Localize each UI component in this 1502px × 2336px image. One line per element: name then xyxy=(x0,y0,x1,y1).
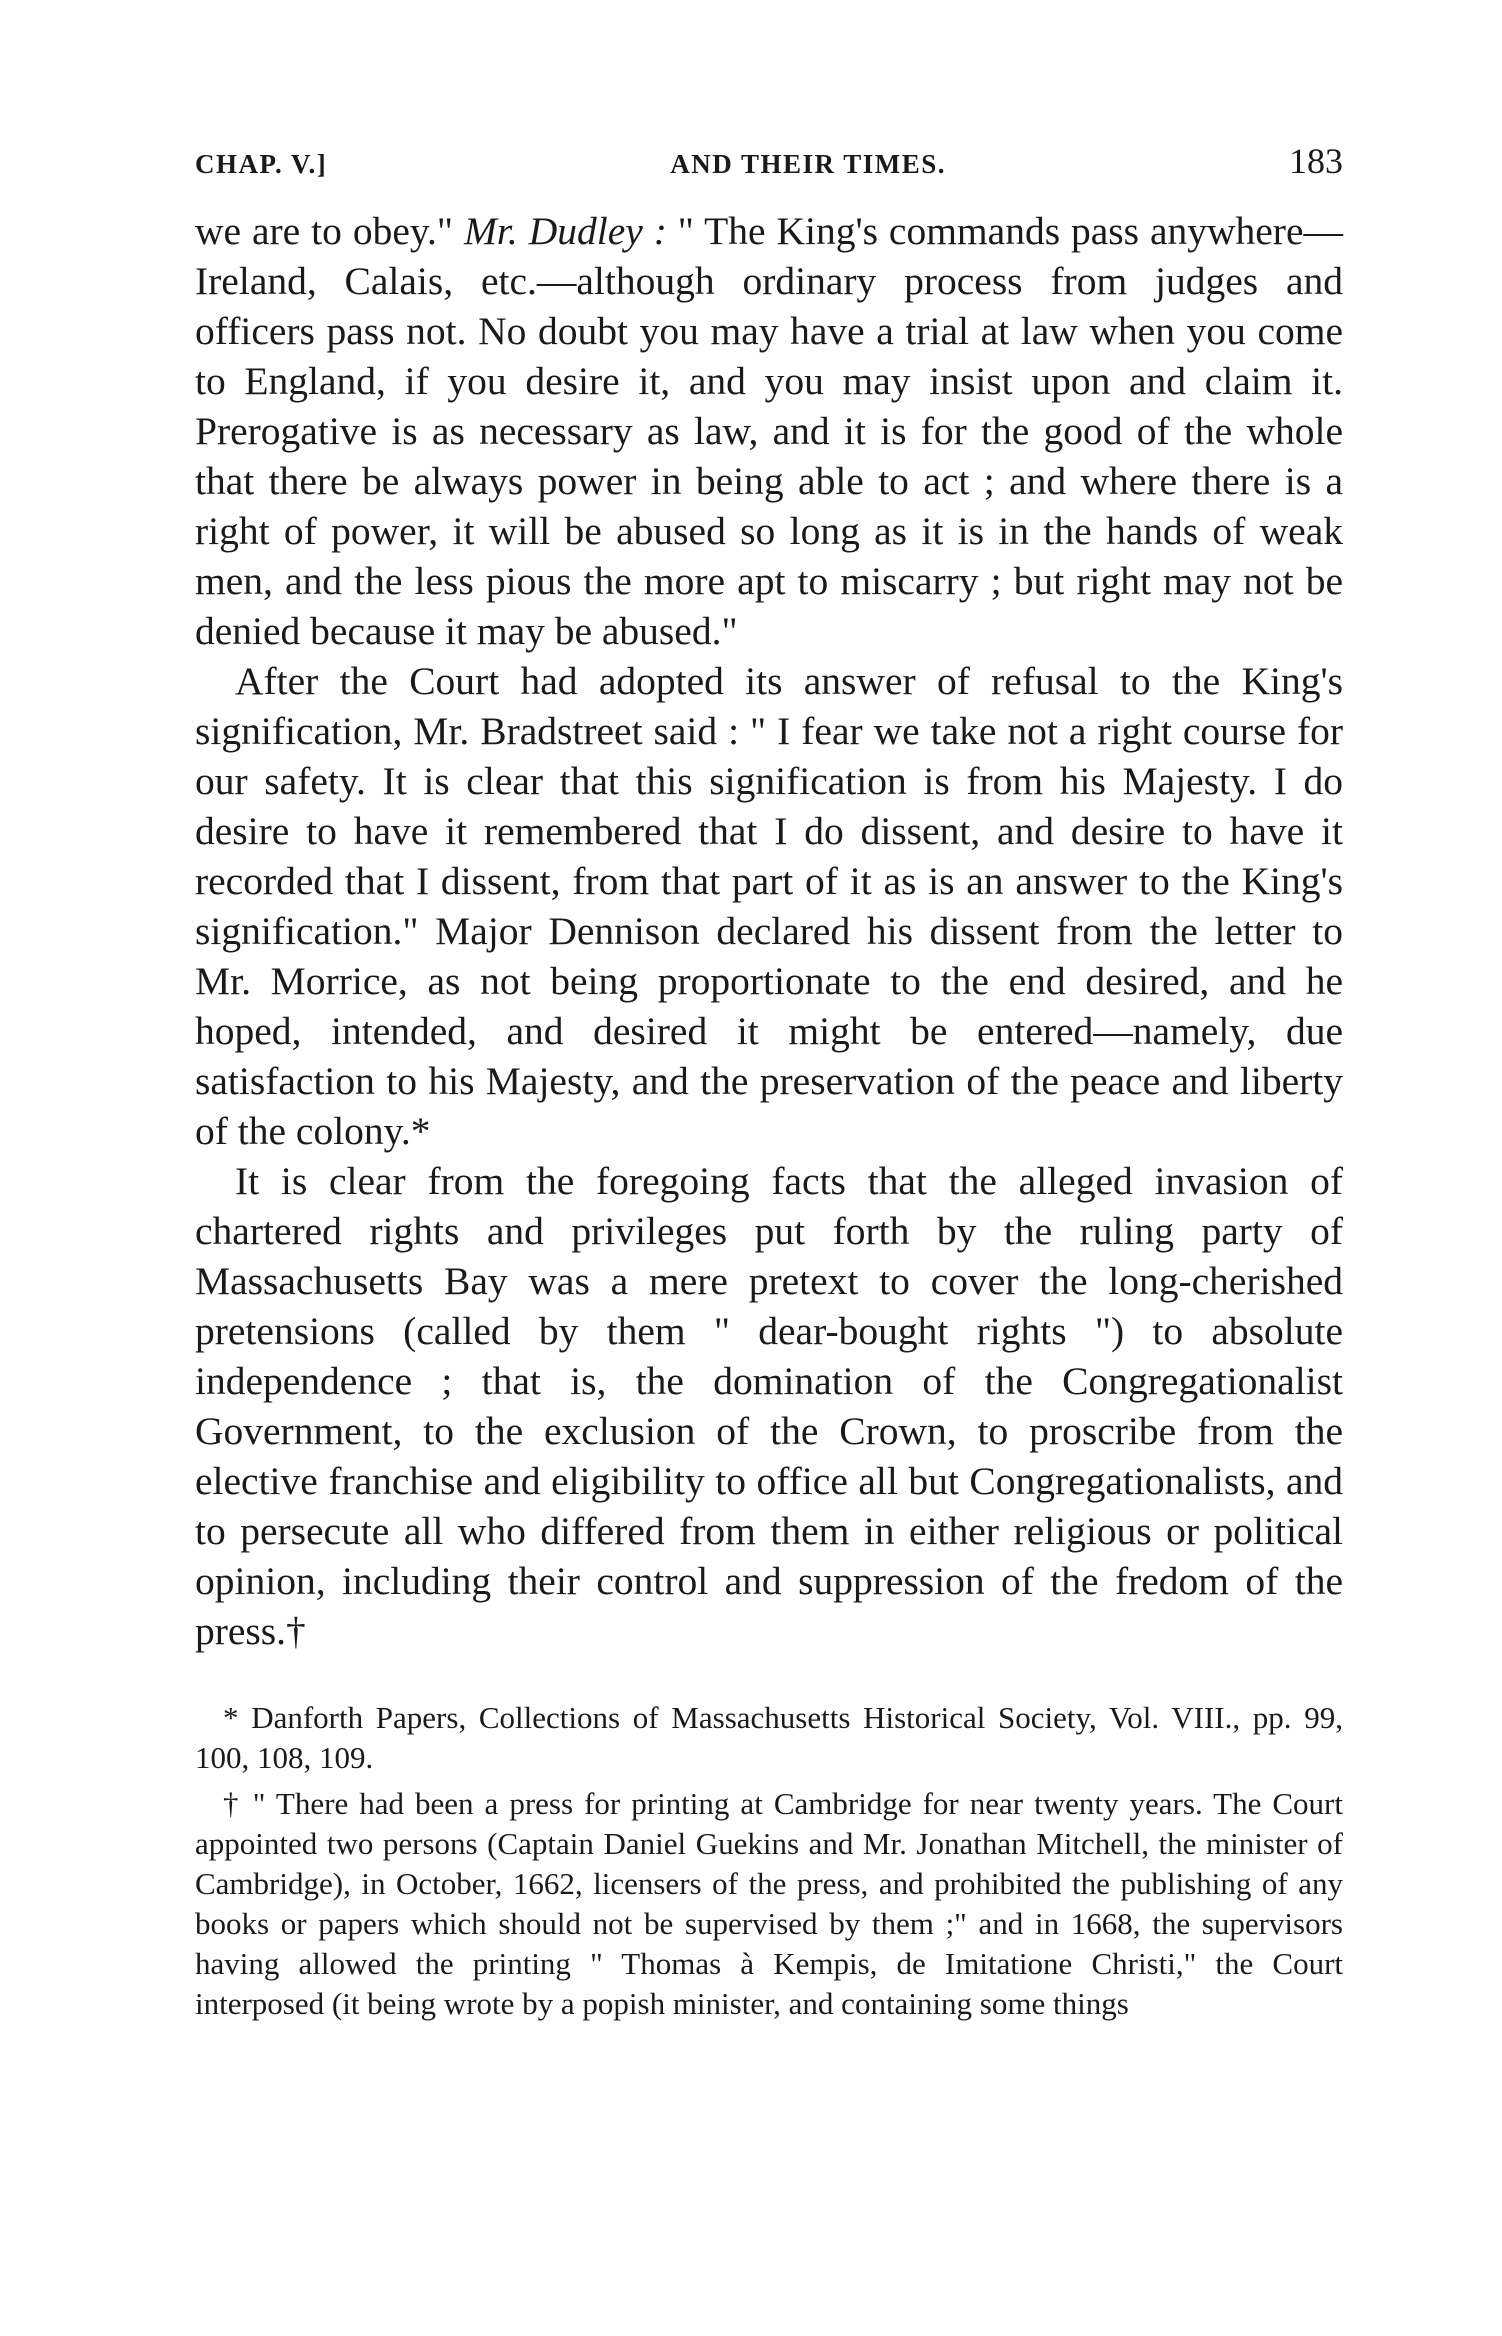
running-title: AND THEIR TIMES. xyxy=(670,149,947,179)
paragraph-1-lead: we are to obey." xyxy=(195,209,464,253)
paragraph-1 xyxy=(195,206,1343,656)
paragraph-2: After the Court had adopted its answer of refusal to the King's signification, Mr. Bradstreet said : " I fear we take not a right course for our safety. It is clear that this signification is from his Majesty. I do desire to have it remembered that I do dissent, and desire to have it recorded that I dissent, from that part of it as is an answer to the King's signification." Major Dennison declared his dissent from the letter to Mr. Morrice, as not being proportionate to the end desired, and he hoped, intended, and desired it might be entered—namely, due satisfaction to his Majesty, and the preservation of the peace and liberty of the colony.* xyxy=(195,659,1343,1153)
body-text xyxy=(195,206,1343,1656)
footnote-2: † " There had been a press for printing at Cambridge for near twenty years. The Court appointed two persons (Captain Daniel Guekins and Mr. Jonathan Mitchell, the minister of Cambridge), in October, 1662, licensers of the press, and prohibited the publishing of any books or papers which should not be supervised by them ;" and in 1668, the supervisors having allowed the printing " Thomas à Kempis, de Imitatione Christi," the Court interposed (it being wrote by a popish minister, and containing some things xyxy=(195,1786,1343,2021)
footnote-1: * Danforth Papers, Collections of Massachusetts Historical Society, Vol. VIII., pp. 99, 100, 108, 109. xyxy=(195,1700,1343,1775)
chapter-label: CHAP. V.] xyxy=(195,149,328,179)
speaker-name: Mr. Dudley : xyxy=(463,209,667,253)
paragraph-1-quote: " The King's commands pass anywhere—Ireland, Calais, etc.—although ordinary process from judges and officers pass not. No doubt you may have a trial at law when you come to England, if you desire it, and you may insist upon and claim it. Prerogative is as necessary as law, and it is for the good of the whole that there be always power in being able to act ; and where there is a right of power, it will be abused so long as it is in the hands of weak men, and the less pious the more apt to miscarry ; but right may not be denied because it may be abused." xyxy=(195,209,1343,653)
paragraph-3: It is clear from the foregoing facts that the alleged invasion of chartered rights and privileges put forth by the ruling party of Massachusetts Bay was a mere pretext to cover the long-cherished pretensions (called by them " dear-bought rights ") to absolute independence ; that is, the domination of the Congregationalist Government, to the exclusion of the Crown, to proscribe from the elective franchise and eligibility to office all but Congregationalists, and to persecute all who differed from them in either religious or political opinion, including their control and suppression of the fredom of the press.† xyxy=(195,1159,1343,1653)
footnotes xyxy=(195,1698,1343,2024)
page-number: 183 xyxy=(1289,141,1343,181)
running-head xyxy=(195,140,1343,192)
book-page xyxy=(195,140,1343,2024)
